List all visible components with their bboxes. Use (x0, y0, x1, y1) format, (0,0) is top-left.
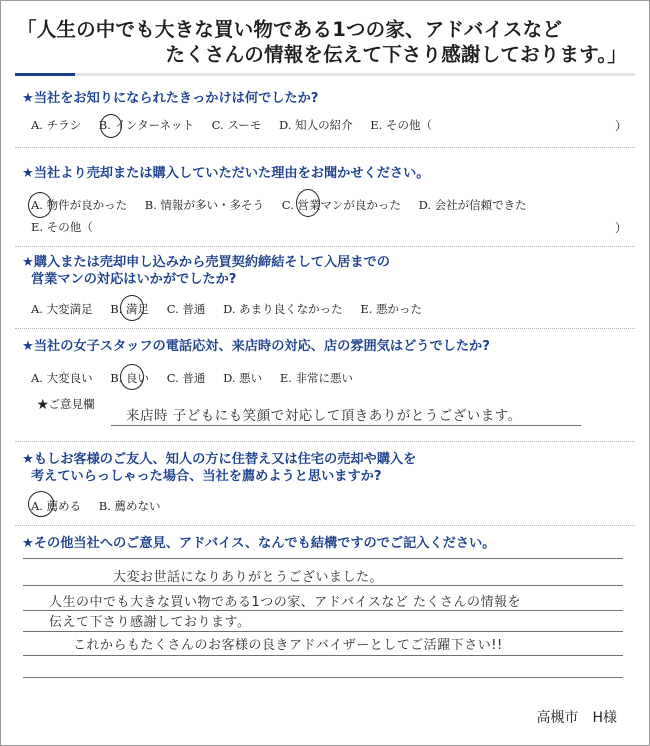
q5-selected-circle (28, 491, 54, 517)
q5-option-a: A. 薦める (31, 499, 82, 513)
q3-option-d: D. あまり良くなかった (223, 302, 343, 316)
writing-rule (23, 655, 623, 656)
q2-paren-close: ） (615, 221, 628, 235)
divider (15, 441, 635, 442)
question-2-title: ★当社より売却または購入していただいた理由をお聞かせください。 (22, 166, 430, 181)
question-1-title: ★当社をお知りになられたきっかけは何でしたか? (22, 91, 319, 106)
question-3-title-line-1: ★購入または売却申し込みから売買契約締結そして入居までの (22, 255, 390, 270)
divider (15, 525, 635, 526)
question-3-options (31, 302, 436, 317)
headline-underline (15, 73, 635, 76)
q2-option-a: A. 物件が良かった (31, 198, 128, 212)
q2-option-e: E. その他（ (31, 220, 93, 234)
q5-option-b: B. 薦めない (98, 499, 161, 513)
q2-selected-circle-c (296, 189, 320, 217)
q3-option-e: E. 悪かった (360, 302, 423, 316)
writing-rule (23, 585, 623, 586)
question-4-title: ★当社の女子スタッフの電話応対、来店時の対応、店の雰囲気はどうでしたか? (22, 339, 490, 354)
q1-paren-close: ） (615, 119, 628, 133)
divider (15, 246, 635, 247)
q3-option-a: A. 大変満足 (31, 302, 93, 316)
q3-option-c: C. 普通 (166, 302, 206, 316)
question-5-title-line-2: 考えていらっしゃった場合、当社を薦めようと思いますか? (31, 469, 382, 484)
divider (15, 328, 635, 329)
q4-option-a: A. 大変良い (31, 371, 93, 385)
q2-option-d: D. 会社が信頼できた (418, 198, 527, 212)
q1-selected-circle (100, 114, 122, 138)
question-5-title-line-1: ★もしお客様のご友人、知人の方に住替え又は住宅の売却や購入を (22, 452, 417, 467)
q4-option-b: B. 良い (110, 371, 150, 385)
q1-option-e: E. その他（ (370, 118, 432, 132)
question-1-options (31, 118, 446, 133)
customer-signature: 高槻市 H様 (536, 710, 617, 726)
writing-rule (23, 631, 623, 632)
question-3-title-line-2: 営業マンの対応はいかがでしたか? (31, 272, 237, 287)
question-6-title: ★その他当社へのご意見、アドバイス、なんでも結構ですのでご記入ください。 (22, 536, 496, 551)
headline-line-2: たくさんの情報を伝えて下さり感謝しております。」 (165, 43, 627, 66)
q6-handwriting-line-1: 大変お世話になりありがとうございました。 (113, 570, 384, 585)
q4-option-e: E. 非常に悪い (279, 371, 354, 385)
q1-option-b: B. インターネット (98, 118, 195, 132)
q2-selected-circle-a (28, 192, 52, 218)
writing-rule (23, 558, 623, 559)
comment-field-label: ★ご意見欄 (37, 397, 95, 411)
divider (15, 147, 635, 148)
headline-line-1: 「人生の中でも大きな買い物である1つの家、アドバイスなど (17, 18, 563, 41)
q3-option-b: B. 満足 (110, 302, 150, 316)
q4-option-d: D. 悪い (223, 371, 263, 385)
q3-selected-circle (120, 295, 144, 321)
q6-handwriting-line-4: これからもたくさんのお客様の良きアドバイザーとしてご活躍下さい!! (73, 638, 503, 653)
q4-comment-handwriting: 来店時 子どもにも笑顔で対応して頂きありがとうございます。 (126, 408, 522, 424)
q4-option-c: C. 普通 (166, 371, 206, 385)
writing-rule (23, 677, 623, 678)
headline (1, 1, 649, 73)
q4-selected-circle (120, 364, 144, 390)
q6-handwriting-line-2: 人生の中でも大きな買い物である1つの家、アドバイスなど たくさんの情報を (49, 595, 522, 610)
q2-option-c: C. 営業マンが良かった (281, 198, 401, 212)
question-2-options (31, 198, 541, 213)
headline-underline-accent (15, 73, 75, 76)
question-4-options (31, 371, 367, 386)
q2-option-b: B. 情報が多い・多そう (144, 198, 265, 212)
comment-rule (111, 425, 581, 426)
q1-option-c: C. スーモ (211, 118, 262, 132)
q6-handwriting-line-3: 伝えて下さり感謝しております。 (49, 615, 251, 630)
q1-option-a: A. チラシ (31, 118, 82, 132)
q1-option-d: D. 知人の紹介 (278, 118, 353, 132)
